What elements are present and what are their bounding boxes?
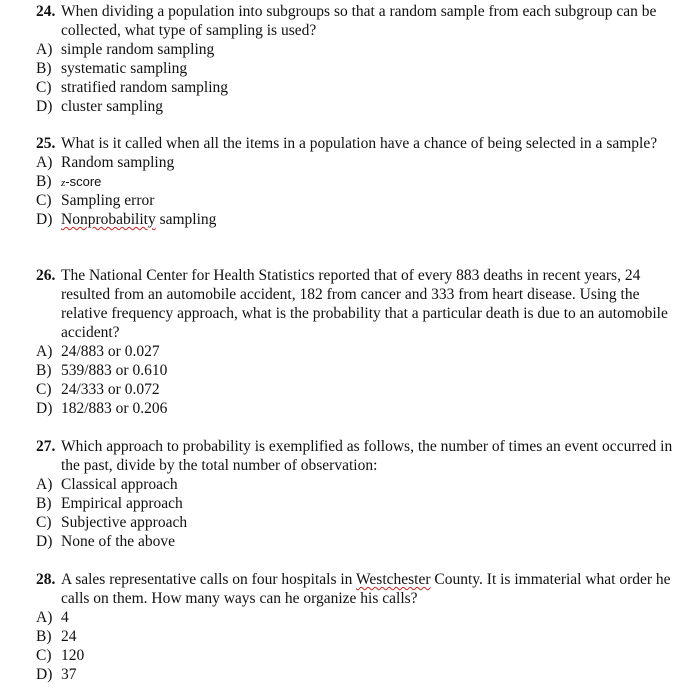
question-26	[36, 266, 684, 418]
question-number: 28.	[36, 571, 56, 588]
option-b: B) z-score	[36, 173, 102, 190]
question-stem	[36, 266, 684, 342]
option-b: B) systematic sampling	[36, 60, 188, 77]
question-stem	[36, 134, 684, 153]
question-text: What is it called when all the items in a population have a chance of being selected in a sample?	[61, 135, 658, 152]
question-24	[36, 2, 684, 116]
option-d: D) Nonprobability sampling	[36, 211, 217, 228]
question-text-after: County. It is immaterial what order he calls on them. How many ways can he organize his calls?	[61, 571, 671, 607]
option-a: A) Random sampling	[36, 154, 175, 171]
question-25	[36, 134, 684, 229]
z-variable: z	[61, 177, 66, 189]
question-number: 27.	[36, 438, 56, 455]
option-d: D) cluster sampling	[36, 98, 164, 115]
option-b: B) 24	[36, 628, 77, 645]
question-text-before: A sales representative calls on four hospitals in	[61, 571, 357, 588]
option-a: A) 4	[36, 609, 69, 626]
question-27	[36, 437, 684, 551]
spellcheck-underline: Westchester	[356, 571, 431, 588]
question-text: When dividing a population into subgroups so that a random sample from each subgroup can be collected, what type of sampling is used?	[61, 3, 657, 39]
option-b: B) 539/883 or 0.610	[36, 362, 168, 379]
question-stem	[36, 2, 684, 40]
question-text: The National Center for Health Statistics reported that of every 883 deaths in recent years, 24 resulted from an automobile accident, 182 from cancer and 333 from heart disease. Using the relative frequency approach, what is the probability that a particular death is due to an automobile accident?	[61, 267, 668, 341]
option-d: D) 37	[36, 666, 77, 683]
option-c: C) 24/333 or 0.072	[36, 381, 160, 398]
question-number: 26.	[36, 267, 56, 284]
option-c: C) 120	[36, 647, 85, 664]
question-number: 24.	[36, 3, 56, 20]
question-stem	[36, 570, 684, 608]
option-c: C) stratified random sampling	[36, 79, 229, 96]
question-text: Which approach to probability is exemplified as follows, the number of times an event occurred in the past, divide by the total number of observation:	[61, 438, 673, 474]
question-number: 25.	[36, 135, 56, 152]
spellcheck-underline: Nonprobability	[61, 211, 156, 228]
question-28	[36, 570, 684, 684]
option-a: A) Classical approach	[36, 476, 178, 493]
option-c: C) Sampling error	[36, 192, 155, 209]
option-d: D) None of the above	[36, 533, 176, 550]
option-a: A) simple random sampling	[36, 41, 215, 58]
option-d: D) 182/883 or 0.206	[36, 400, 168, 417]
option-c: C) Subjective approach	[36, 514, 188, 531]
option-b: B) Empirical approach	[36, 495, 183, 512]
option-a: A) 24/883 or 0.027	[36, 343, 160, 360]
question-stem	[36, 437, 684, 475]
